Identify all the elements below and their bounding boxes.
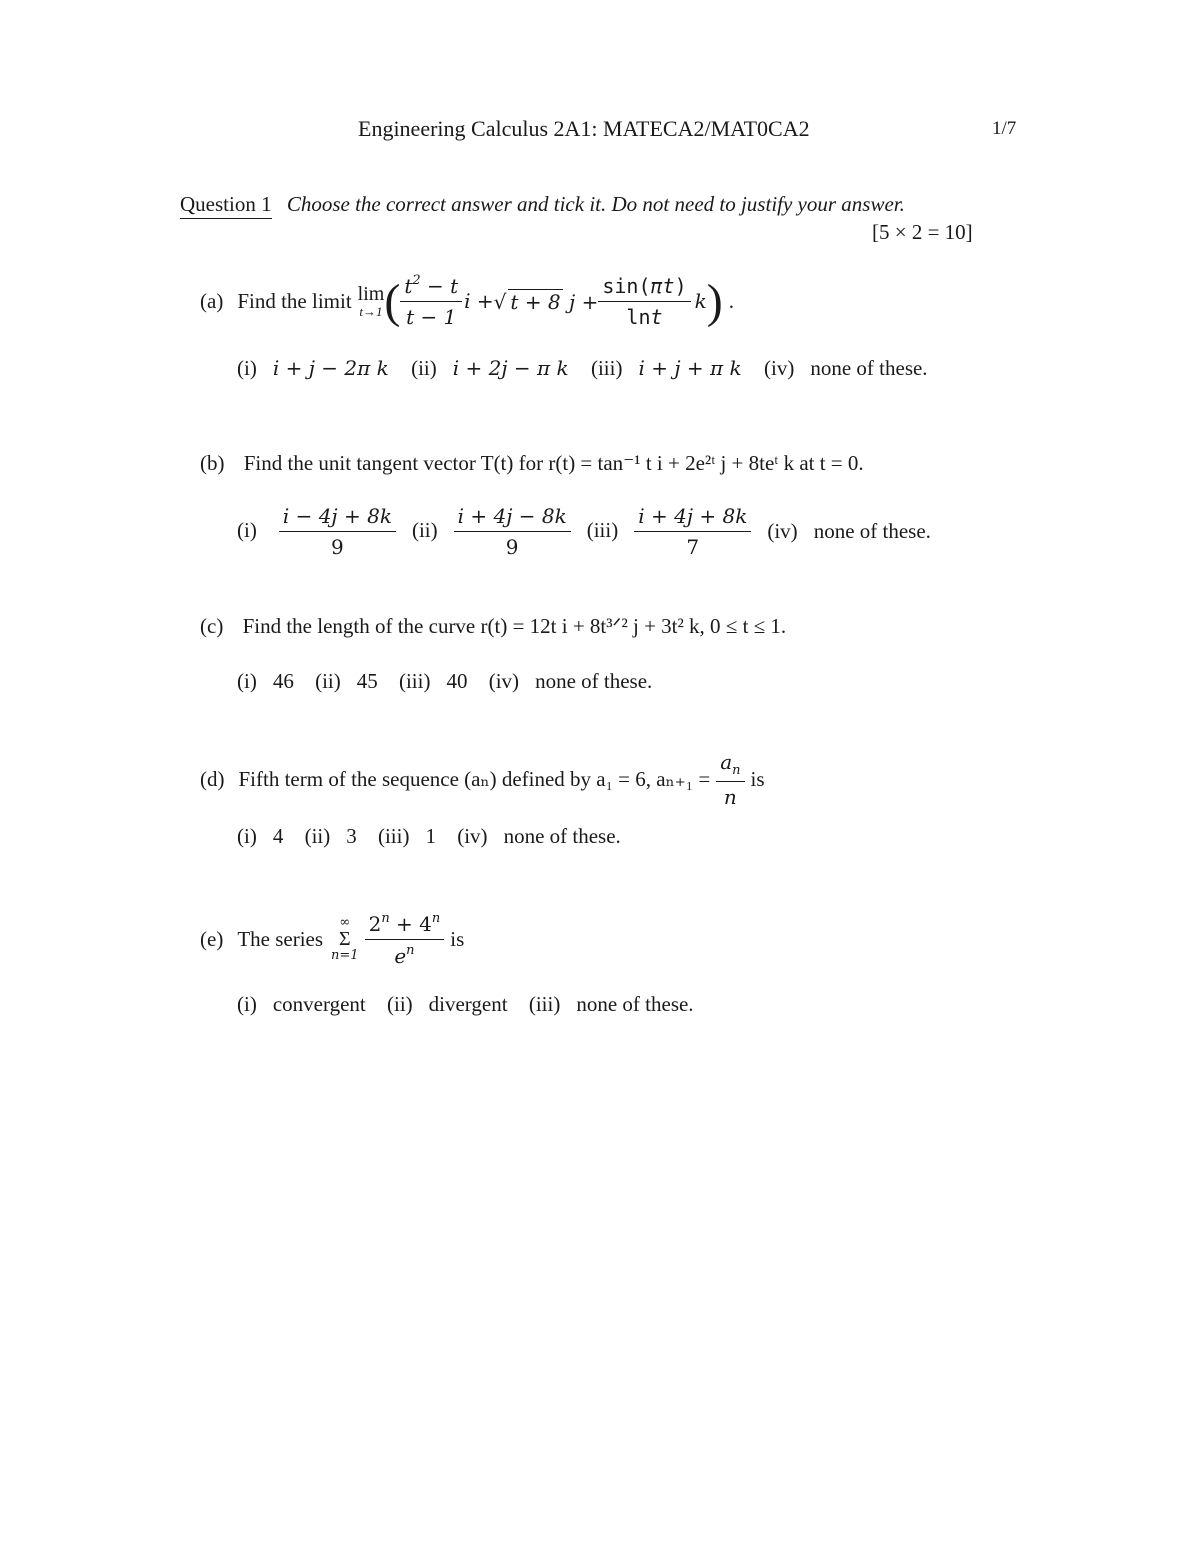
option-e-i[interactable]: (i) convergent [237,992,366,1016]
part-a-prompt [200,266,734,336]
option-d-i[interactable]: (i) 4 [237,824,284,848]
part-e-prompt [200,908,464,970]
part-b-prompt [200,451,864,476]
part-c-options [237,669,668,694]
fraction-series-term: $\frac{2^n + 4^n}{e^n}$ [365,911,445,968]
question-label: Question 1 [180,192,272,219]
question-heading [180,192,905,217]
option-c-i[interactable]: (i) 46 [237,669,294,693]
period: . [728,288,735,313]
option-a-iv[interactable]: (iv) none of these. [764,356,928,380]
question-instruction: Choose the correct answer and tick it. Do not need to justify your answer. [286,192,905,216]
option-b-iii[interactable]: (iii) $\frac{i + 4j + 8k}{7}$ [587,504,752,559]
option-b-ii[interactable]: (ii) $\frac{i + 4j - 8k}{9}$ [412,504,571,559]
option-a-i[interactable]: (i) i + j − 2π k [237,356,389,380]
option-b-iv[interactable]: (iv) none of these. [767,518,931,543]
right-paren: ) [706,274,723,328]
limit-operator: lim t→1 [357,282,385,319]
page-number: 1/7 [992,118,1017,139]
option-b-i[interactable]: (i) $\frac{i - 4j + 8k}{9}$ [237,504,396,559]
sqrt-term: √ t + 8 j + [493,289,599,314]
part-d-suffix: is [750,766,765,791]
part-e-suffix: is [450,926,465,951]
term-i: i + [464,289,494,313]
option-c-iv[interactable]: (iv) none of these. [488,669,653,693]
part-a-text: Find the limit [237,288,352,313]
option-d-ii[interactable]: (ii) 3 [304,824,357,848]
option-a-iii[interactable]: (iii) i + j + π k [590,356,742,380]
option-d-iii[interactable]: (iii) 1 [377,824,436,848]
part-b-text: Find the unit tangent vector T(t) for r(t) = tan⁻¹ t i + 2e²ᵗ j + 8teᵗ k at t = 0. [243,451,864,475]
part-d-options [237,824,637,849]
option-e-iii[interactable]: (iii) none of these. [528,992,694,1016]
part-b-options [237,500,947,562]
part-c-label: (c) [200,614,224,638]
fraction-t2-t-over-t-1: $\frac{t^2 - t}{t - 1}$ [400,273,462,329]
left-paren: ( [384,274,401,328]
part-c-prompt [200,614,786,639]
part-e-label: (e) [200,926,224,951]
part-e-options [237,992,710,1017]
part-b-label: (b) [200,451,225,475]
term-k: k [694,289,707,313]
part-c-text: Find the length of the curve r(t) = 12t i + 8t³ᐟ² j + 3t² k, 0 ≤ t ≤ 1. [242,614,787,638]
fraction-an-over-n: $\frac{a_n}{n}$ [716,750,744,809]
option-a-ii[interactable]: (ii) i + 2j − π k [411,356,569,380]
fraction-sin-over-ln: $\frac{\sin(\pi t)}{\ln t}$ [598,274,690,329]
part-d-prompt [200,750,765,808]
part-a-options [237,356,944,381]
option-d-iv[interactable]: (iv) none of these. [457,824,621,848]
part-d-text: Fifth term of the sequence (aₙ) defined by a₁ = 6, aₙ₊₁ = [238,766,711,791]
summation-sign: ∞ Σ n=1 [331,915,359,963]
option-e-ii[interactable]: (ii) divergent [387,992,508,1016]
option-c-iii[interactable]: (iii) 40 [398,669,468,693]
option-c-ii[interactable]: (ii) 45 [315,669,378,693]
part-d-label: (d) [200,766,225,791]
part-a-label: (a) [200,288,224,313]
part-e-text: The series [237,926,324,951]
question-marks: [5 × 2 = 10] [872,220,973,244]
page-title: Engineering Calculus 2A1: MATECA2/MAT0CA2 [358,116,810,141]
